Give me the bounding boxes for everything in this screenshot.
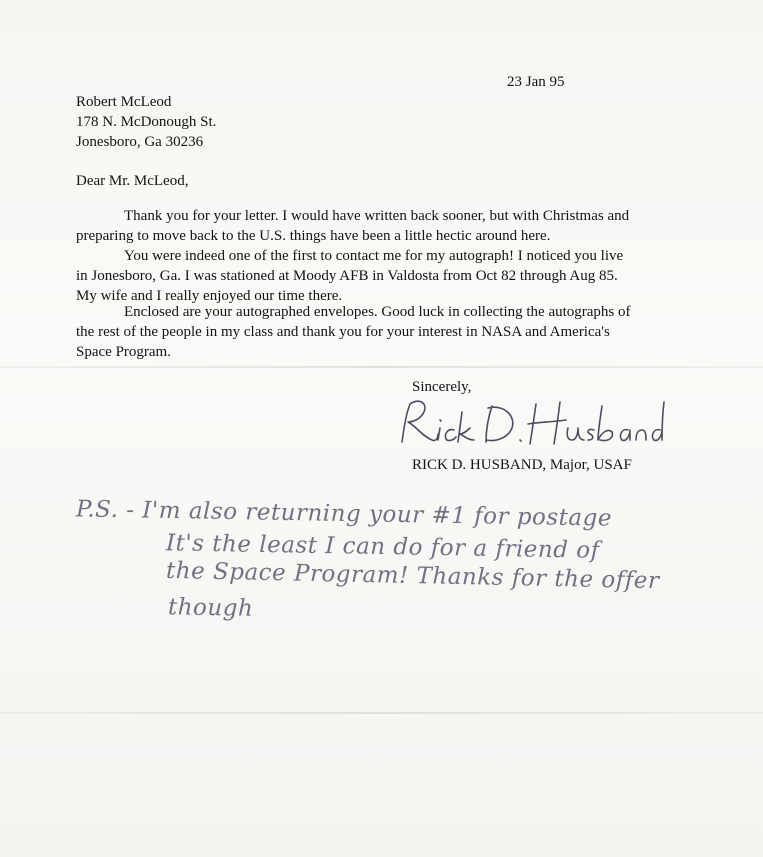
paper-fold-line [0,712,763,714]
recipient-city: Jonesboro, Ga 30236 [76,134,204,150]
paragraph-line: Space Program. [76,344,171,360]
paragraph-line: Thank you for your letter. I would have written back sooner, but with Christmas and [124,208,630,224]
paragraph-line: preparing to move back to the U.S. things have been a little hectic around here. [76,228,551,244]
paragraph-line: in Jonesboro, Ga. I was stationed at Moody AFB in Valdosta from Oct 82 through Aug 85. [76,268,618,284]
letter-date: 23 Jan 95 [507,74,565,90]
paragraph-line: My wife and I really enjoyed our time there. [76,288,343,304]
postscript-line: the Space Program! Thanks for the offer [165,557,660,595]
postscript-line: though [167,594,254,622]
paragraph [76,302,631,362]
paragraph-line: Enclosed are your autographed envelopes. Good luck in collecting the autographs of [124,304,631,320]
salutation: Dear Mr. McLeod, [76,173,189,189]
closing: Sincerely, [412,379,472,395]
recipient-street: 178 N. McDonough St. [76,114,217,130]
paragraph-line: the rest of the people in my class and thank you for your interest in NASA and America's [76,324,610,340]
postscript-line: It's the least I can do for a friend of [165,530,600,564]
paragraph-line: You were indeed one of the first to contact me for my autograph! I noticed you live [124,248,624,264]
recipient-name: Robert McLeod [76,94,172,110]
signature-block: RICK D. HUSBAND, Major, USAF [412,457,632,473]
handwritten-signature [388,392,668,454]
paragraph [76,206,629,246]
paragraph [76,246,623,306]
signature-scribble [388,392,668,454]
paper-fold-line [0,366,763,368]
recipient-address [76,92,216,152]
postscript-line: P.S. - I'm also returning your #1 for postage [75,496,613,532]
